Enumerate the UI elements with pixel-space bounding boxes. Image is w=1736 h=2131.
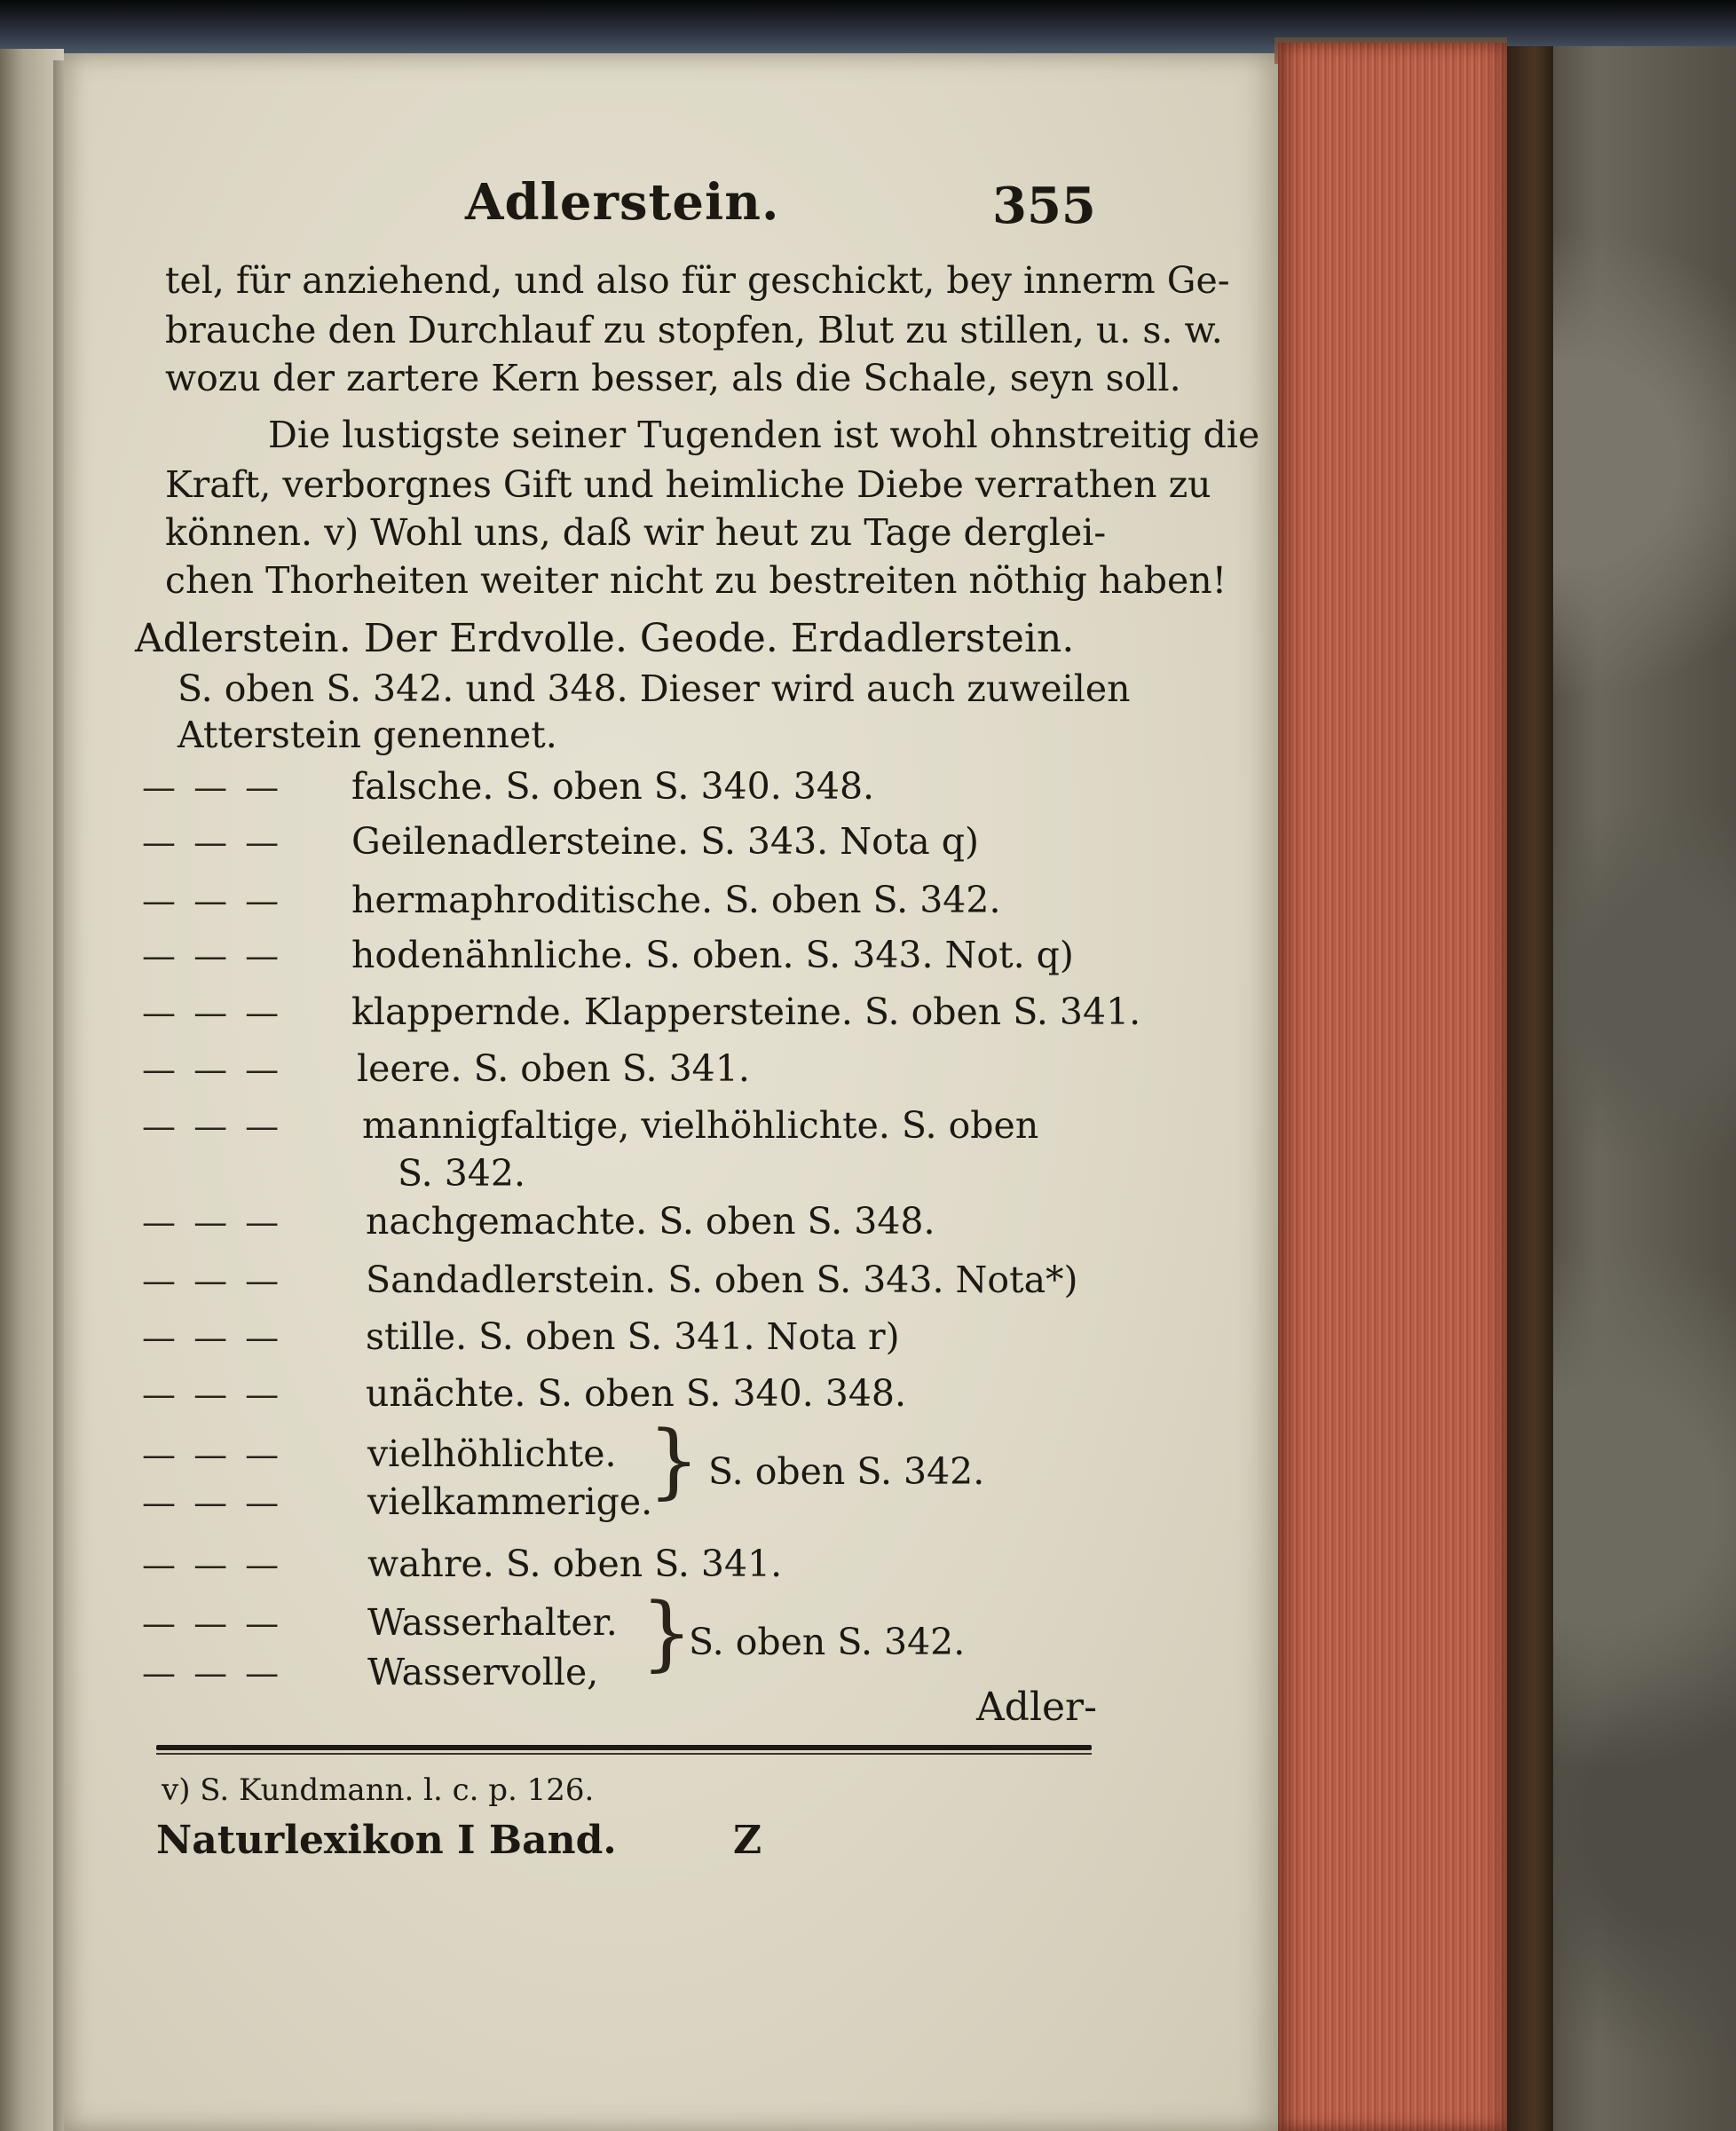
subentry-text: wahre. S. oben S. 341. (367, 1543, 783, 1585)
subentry-dash: — — — (142, 1050, 283, 1089)
subentry-dash: — — — (142, 823, 283, 862)
footnote-rule-thin (156, 1753, 1092, 1755)
subentry-dash: — — — (142, 993, 283, 1032)
subentry-text: unächte. S. oben S. 340. 348. (366, 1372, 907, 1415)
paragraph-2-line-2: Kraft, verborgnes Gift und heimliche Diebe verrathen zu (165, 463, 1211, 506)
subentry-dash: — — — (142, 1261, 283, 1300)
footnote-rule (156, 1745, 1092, 1750)
brace-group-1: } (648, 1413, 700, 1508)
subentry-continuation: S. 342. (398, 1152, 525, 1195)
brace-group-1-ref: S. oben S. 342. (708, 1450, 985, 1493)
subentry-text: hermaphroditische. S. oben S. 342. (351, 879, 1001, 921)
subentry-text: falsche. S. oben S. 340. 348. (351, 765, 875, 808)
subentry-text: Wasservolle, (367, 1651, 599, 1693)
subentry-text: Sandadlerstein. S. oben S. 343. Nota*) (366, 1259, 1078, 1301)
catchword: Adler- (976, 1685, 1097, 1730)
subentry-text: stille. S. oben S. 341. Nota r) (366, 1315, 900, 1358)
subentry-dash: — — — (142, 1375, 283, 1414)
subentry-text: hodenähnliche. S. oben. S. 343. Not. q) (351, 934, 1074, 976)
subentry-text: Geilenadlersteine. S. 343. Nota q) (351, 820, 979, 863)
brace-group-2-ref: S. oben S. 342. (689, 1621, 966, 1663)
subentry-dash: — — — (142, 1604, 283, 1643)
subentry-text: klappernde. Klappersteine. S. oben S. 341. (351, 991, 1141, 1033)
paragraph-2-line-1: Die lustigste seiner Tugenden ist wohl ohnstreitig die (268, 414, 1260, 456)
subentry-dash: — — — (142, 1435, 283, 1474)
paragraph-2-line-3: können. v) Wohl uns, daß wir heut zu Tage derglei- (165, 511, 1107, 554)
subentry-dash: — — — (142, 1483, 283, 1522)
signature-title: Naturlexikon I Band. (156, 1818, 617, 1863)
footnote: v) S. Kundmann. l. c. p. 126. (162, 1772, 595, 1808)
subentry-dash: — — — (142, 1318, 283, 1357)
paragraph-1-line-3: wozu der zartere Kern besser, als die Schale, seyn soll. (165, 357, 1181, 399)
leather-cover-edge (1507, 46, 1553, 2131)
paragraph-1-line-1: tel, für anziehend, und also für geschickt, bey innerm Ge- (165, 259, 1230, 302)
subentry-text: mannigfaltige, vielhöhlichte. S. oben (362, 1104, 1039, 1147)
subentry-text: Wasserhalter. (367, 1601, 618, 1644)
subentry-text: vielkammerige. (367, 1480, 653, 1523)
subentry-dash: — — — (142, 1107, 283, 1146)
subentry-dash: — — — (142, 881, 283, 920)
running-head-title: Adlerstein. (465, 173, 780, 232)
main-entry-line-3: Atterstein genennet. (178, 714, 557, 756)
subentry-dash: — — — (142, 1653, 283, 1693)
subentry-dash: — — — (142, 1203, 283, 1242)
page-number: 355 (992, 177, 1096, 235)
subentry-dash: — — — (142, 768, 283, 807)
signature-mark: Z (733, 1818, 762, 1863)
paragraph-1-line-2: brauche den Durchlauf zu stopfen, Blut zu stillen, u. s. w. (165, 309, 1223, 351)
main-entry-line-2: S. oben S. 342. und 348. Dieser wird auch zuweilen (178, 667, 1131, 710)
brace-group-2: } (641, 1585, 693, 1680)
main-entry-line-1: Adlerstein. Der Erdvolle. Geode. Erdadlerstein. (135, 616, 1075, 661)
red-page-edges (1278, 43, 1507, 2131)
subentry-text: leere. S. oben S. 341. (357, 1047, 750, 1090)
paragraph-2-line-4: chen Thorheiten weiter nicht zu bestreiten nöthig haben! (165, 559, 1227, 602)
subentry-dash: — — — (142, 1545, 283, 1584)
subentry-text: vielhöhlichte. (367, 1433, 617, 1475)
subentry-text: nachgemachte. S. oben S. 348. (366, 1200, 935, 1243)
subentry-dash: — — — (142, 936, 283, 975)
